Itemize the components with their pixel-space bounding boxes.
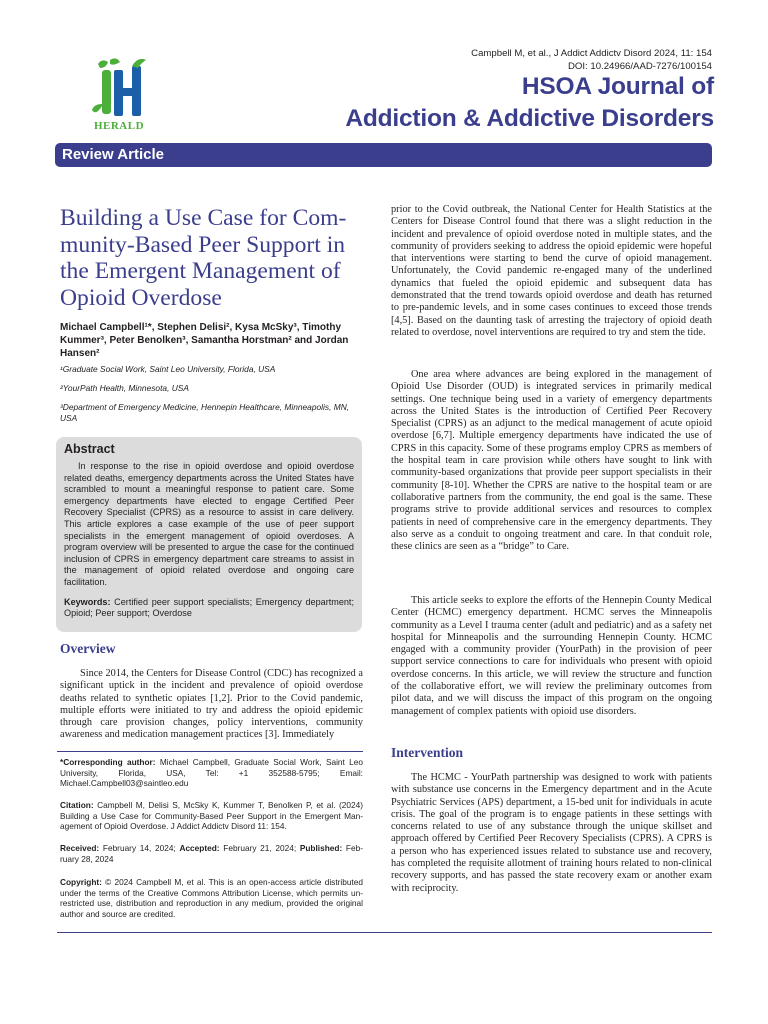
body-paragraph-1: prior to the Covid outbreak, the National Center for Health Statistics at the Centers for Disease Control found that there was a slight reduction in the incident and prevalence of opioid overdose noted in multiple states, and the community of providers seeking to address the opioid epidemic were hopeful that interventions were starting to bend the curve of opioid management. Unfortunately, the Covid pandemic re-engaged many of the underlined dynamics that fueled the opioid epidemic and subsequent data has demonstrated that the trend towards opioid overdose and death has returned to pre-pandemic levels, and in some cases continues to exceed those trends [4,5]. Based on the daunting task of arresting the trajectory of opioid death related to overdose, novel interventions are required to try and stem the tide. [391, 204, 712, 338]
abstract-heading: Abstract [64, 442, 115, 456]
header-doi: DOI: 10.24966/AAD-7276/100154 [567, 61, 712, 72]
keywords [64, 597, 354, 620]
keywords-text: Certified peer support specialists; Emergency department; Opioid; Peer support; Overdose [64, 596, 354, 619]
corresponding-label: *Corresponding author: [60, 757, 156, 767]
keywords-label: Keywords: [64, 596, 111, 607]
intervention-heading: Intervention [391, 745, 463, 760]
author-list: Michael Campbell¹*, Stephen Delisi², Kysa McSky³, Timothy Kummer³, Peter Benolken³, Samantha Horstman² and Jordan Hansen² [60, 322, 349, 359]
overview-paragraph: Since 2014, the Centers for Disease Control (CDC) has recognized a significant uptick in the incident and prevalence of opioid overdose deaths related to synthetic opiates [1,2]. Prior to the Covid pandemic, multiple efforts were initiated to try and address the opioid epidemic through care provision changes, policy interventions, community awareness and medication management practices [3]. Immediately [60, 668, 363, 741]
copyright-text: © 2024 Campbell M, et al. This is an open-access article distributed under the terms of the Creative Commons Attribution License, which permits unrestricted use, distribution and reproduction in any medium, provided the original author and source are credited. [60, 877, 363, 919]
journal-name-line1: HSOA Journal of [521, 73, 714, 100]
body-paragraph-2: One area where advances are being explored in the management of Opioid Use Disorder (OUD) is integrated services in primarily medical settings. One technique being used in a variety of emergency departments across the United States is the introduction of Certified Peer Recovery Specialist (CPRS) as an adjunct to the medical management of acute opioid overdose [6,7]. Multiple emergency departments have indicated the use of CPRS in this capacity. Some of these programs employ CPRS as members of the hospital team in care provision while others have sought to link with community-based organizations that provide peer support specialists in their community [8-10]. Whether the CPRS are native to the hospital team or are collaborative partners from the community, the end goal is the same. These programs strive to provide additional services and resources to complex patients in need of comprehensive care in the emergency departments. They also serve as a conduit to ongoing treatment and care. In that conduit role, these clinics are seen as a “bridge” to Care. [391, 369, 712, 553]
published-label: Published: [299, 843, 343, 853]
journal-name-line2: Addiction & Addictive Disorders [345, 105, 714, 132]
corresponding-text: Michael Campbell, Graduate Social Work, Saint Leo University, Florida, USA, Tel: +1 352588-5795; Email: Michael.Campbell03@saintleo.edu [60, 757, 363, 789]
logo-text: HERALD [93, 120, 145, 132]
header-citation-line: Campbell M, et al., J Addict Addictv Disord 2024, 11: 154 [471, 48, 712, 59]
affiliation-1: ¹Graduate Social Work, Saint Leo University, Florida, USA [60, 364, 276, 374]
journal-name [345, 71, 714, 135]
header-citation [471, 47, 712, 73]
accepted-label: Accepted: [179, 843, 220, 853]
article-type-bar: Review Article [55, 143, 712, 167]
herald-logo [88, 54, 150, 136]
copyright-label: Copyright: [60, 877, 102, 887]
article-title: Building a Use Case for Community-Based Peer Support in the Emergent Management of Opioid Overdose [60, 205, 347, 311]
citation-text: Campbell M, Delisi S, McSky K, Kummer T, Benolken P, et al. (2024) Building a Use Case for Community-Based Peer Support in the Emergent Management of Opioid Overdose. J Addict Addictv Disord 11: 154. [60, 800, 363, 832]
footnote-divider [57, 751, 363, 752]
bottom-divider [57, 932, 712, 933]
copyright-block [60, 877, 363, 919]
received-label: Received: [60, 843, 100, 853]
affiliation-2: ²YourPath Health, Minnesota, USA [60, 383, 189, 393]
body-paragraph-3: This article seeks to explore the efforts of the Hennepin County Medical Center (HCMC) emergency department. HCMC serves the Minneapolis community as a Level I trauma center (adult and pediatric) and as a safety net hospital for Minneapolis and the surrounding Hennepin County. HCMC engaged with a community provider (YourPath) in the provision of peer support service connections to care for individuals who present with opioid overdose concerns. In this article, we will review the structure and function of the collaborative effort, we will review the preliminary outcomes from pilot data, and we will discuss the impact of this program on the ongoing management of complex patients with opioid use disorders. [391, 595, 712, 717]
published-date: February 28, 2024 [60, 843, 363, 864]
dates-block [60, 843, 363, 864]
overview-heading: Overview [60, 641, 116, 656]
abstract-text: In response to the rise in opioid overdose and opioid overdose related deaths, emergency departments across the United States have scrambled to mount a meaningful response to patient care. Some emergency departments have elected to engage Certified Peer Recovery Specialist (CPRS) as a resource to assist in care delivery. This article explores a case example of the use of peer support specialists in the emergent management of opioid overdoses. A program overview will be presented to argue the case for the continued inclusion of CPRS in emergency department care streams to assist in the management of opioid related overdose and ongoing care facilitation. [64, 461, 354, 587]
corresponding-author [60, 757, 363, 789]
abstract-box [56, 437, 362, 632]
body-paragraph-4: The HCMC - YourPath partnership was designed to work with patients with substance use concerns in the Emergency department and in the Acute Psychiatric Services (APS) department, a 15-bed unit for individuals in acute crisis. The goal of the program is to engage patients in these settings with concerns related to use of any substance through the unique skillset and approach offered by Certified Peer Recovery Specialists (CPRS). A CPRS is a person who has experienced issues related to substance use and recovery, has completed the requisite allotment of training hours related to non-clinical recovery supports, and has passed the state recovery exam or another exam with reciprocity. [391, 772, 712, 894]
received-date: February 14, 2024; [99, 843, 180, 853]
citation-label: Citation: [60, 800, 94, 810]
citation-block [60, 800, 363, 832]
affiliation-3: ³Department of Emergency Medicine, Hennepin Healthcare, Minneapolis, MN, USA [60, 402, 350, 423]
accepted-date: February 21, 2024; [219, 843, 300, 853]
